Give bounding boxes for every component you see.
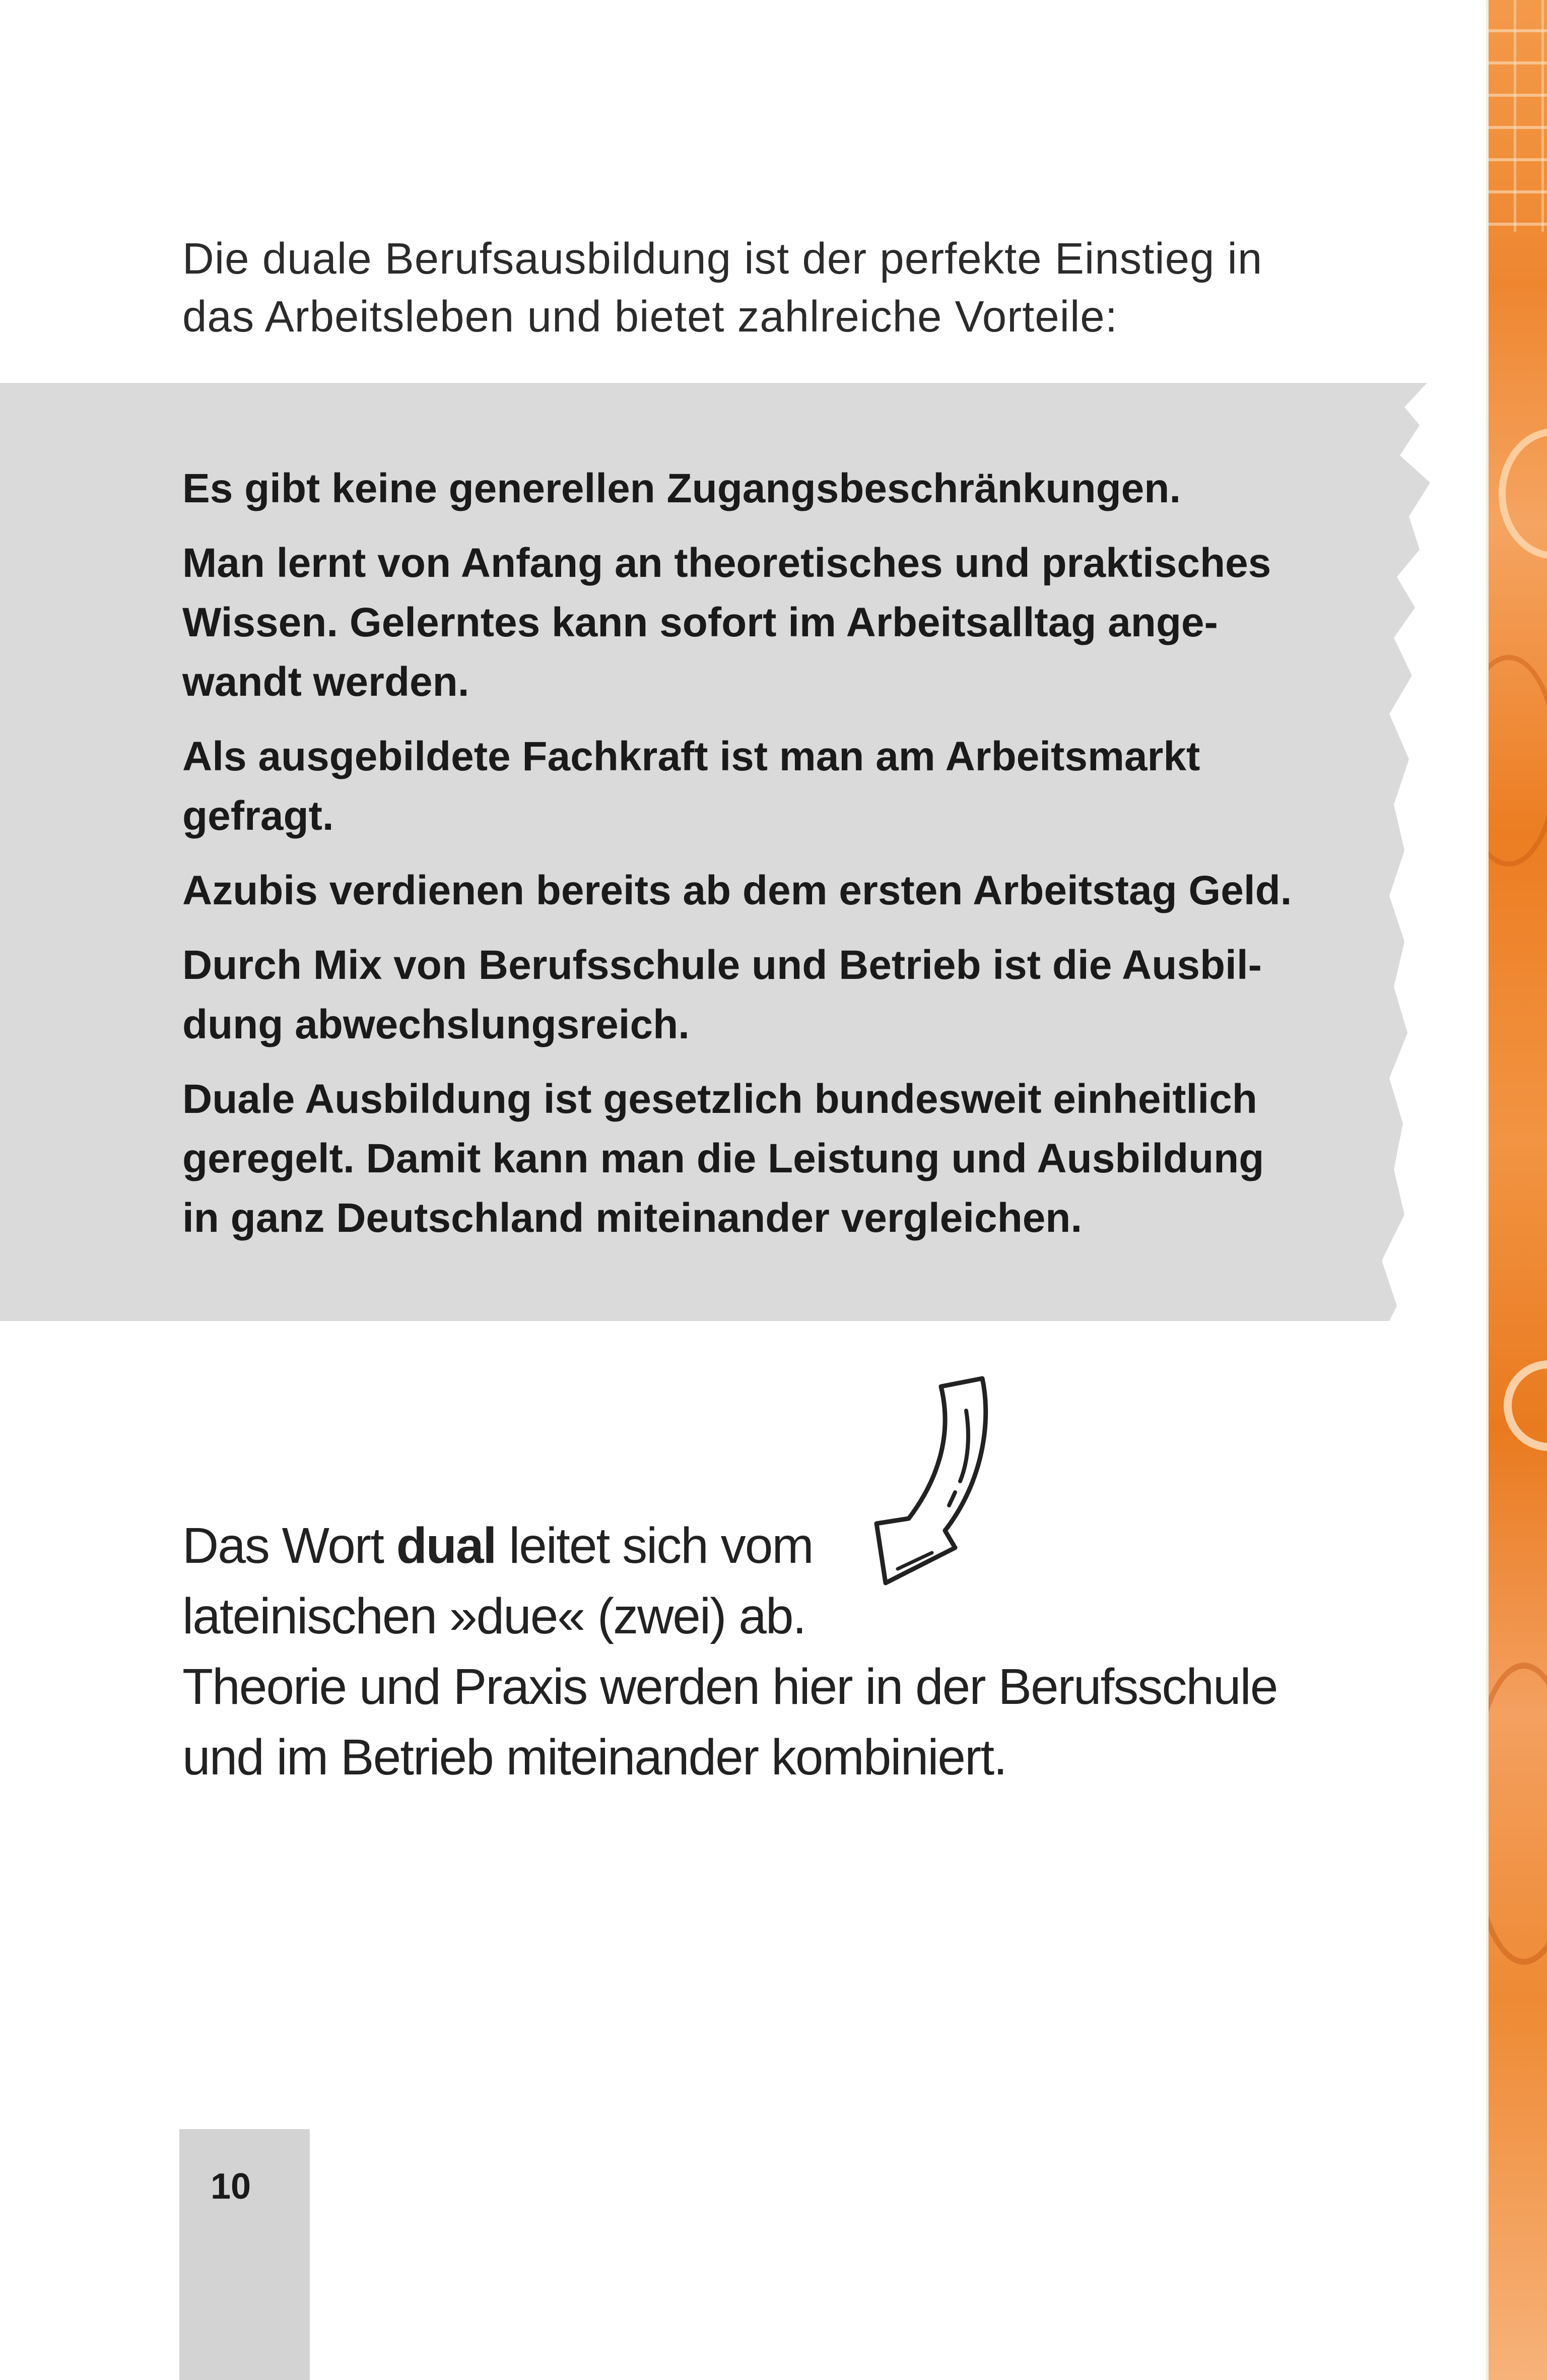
decorative-shape xyxy=(1486,655,1547,867)
advantage-item xyxy=(182,534,1292,712)
advantage-line: in ganz Deutschland miteinander vergleichen. xyxy=(182,1195,1083,1241)
advantage-line: geregelt. Damit kann man die Leistung und Ausbildung xyxy=(182,1136,1264,1181)
advantage-line: dung abwechslungsreich. xyxy=(182,1002,690,1047)
brick-texture xyxy=(1489,0,1547,232)
decorative-shape xyxy=(1499,428,1547,559)
advantage-item xyxy=(182,459,1292,518)
advantage-line: Azubis verdienen bereits ab dem ersten Arbeitstag Geld. xyxy=(182,868,1292,913)
advantage-line: Wissen. Gelerntes kann sofort im Arbeitsalltag ange- xyxy=(182,600,1218,645)
advantage-item xyxy=(182,936,1292,1054)
advantages-list xyxy=(182,459,1292,1248)
intro-line: das Arbeitsleben und bietet zahlreiche Vorteile: xyxy=(182,292,1118,341)
explanation-text: leitet sich vom xyxy=(509,1517,813,1574)
decorative-shape xyxy=(1486,1663,1547,1965)
advantage-line: Als ausgebildete Fachkraft ist man am Arbeitsmarkt xyxy=(182,734,1200,779)
emphasized-word: dual xyxy=(396,1517,496,1574)
advantage-line: Duale Ausbildung ist gesetzlich bundesweit einheitlich xyxy=(182,1076,1257,1122)
advantage-item xyxy=(182,727,1292,846)
explanation-line: Theorie und Praxis werden hier in der Berufsschule xyxy=(182,1659,1277,1715)
explanation-paragraph xyxy=(182,1510,1277,1793)
advantage-line: Es gibt keine generellen Zugangsbeschränkungen. xyxy=(182,466,1181,511)
page-number: 10 xyxy=(211,2166,251,2207)
advantage-line: Durch Mix von Berufsschule und Betrieb ist die Ausbil- xyxy=(182,942,1262,988)
explanation-line: und im Betrieb miteinander kombiniert. xyxy=(182,1729,1006,1786)
explanation-text: Das Wort xyxy=(182,1517,383,1574)
advantage-item xyxy=(182,861,1292,920)
advantage-line: wandt werden. xyxy=(182,659,469,705)
page-number-box xyxy=(179,2129,310,2380)
decorative-photo-strip xyxy=(1486,0,1547,2380)
advantage-item xyxy=(182,1070,1292,1248)
explanation-line: lateinischen »due« (zwei) ab. xyxy=(182,1588,806,1644)
advantage-line: Man lernt von Anfang an theoretisches und praktisches xyxy=(182,540,1271,586)
explanation-line xyxy=(182,1510,1277,1581)
advantage-line: gefragt. xyxy=(182,793,334,839)
intro-line: Die duale Berufsausbildung ist der perfekte Einstieg in xyxy=(182,234,1263,283)
decorative-shape xyxy=(1504,1360,1547,1451)
intro-paragraph xyxy=(182,230,1262,346)
